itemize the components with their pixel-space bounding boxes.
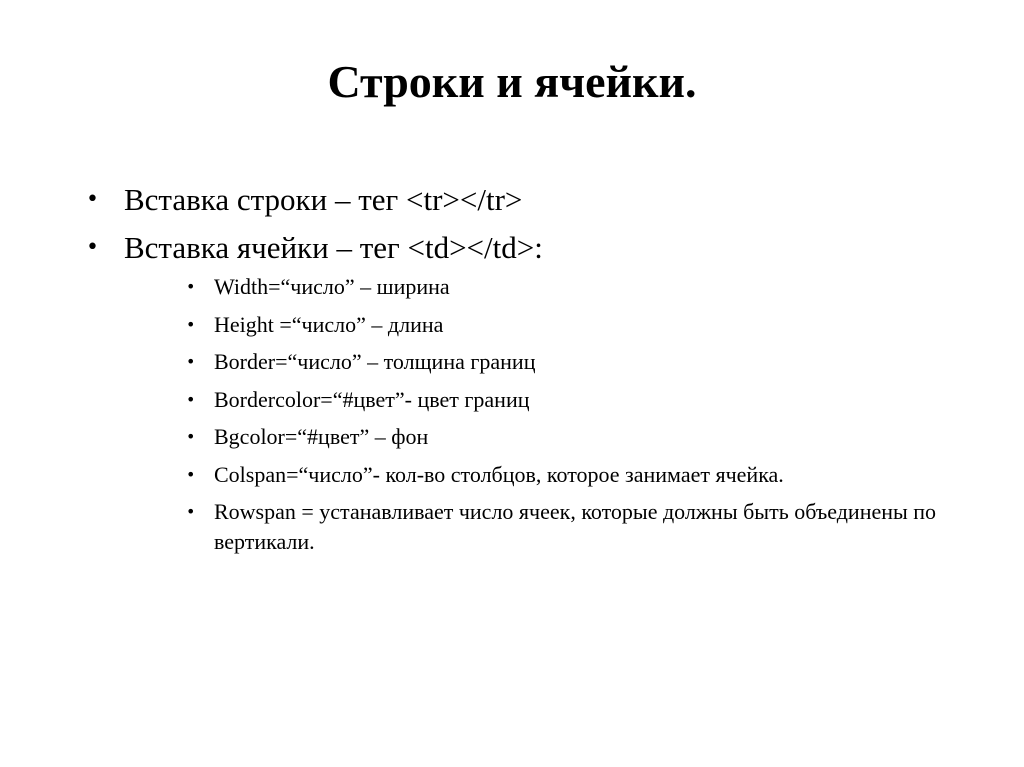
attr-item-width — [186, 272, 946, 302]
attr-text: Bordercolor=“#цвет”- цвет границ — [214, 386, 530, 412]
bullet-icon: • — [186, 427, 196, 446]
bullet-text: Вставка строки – тег <tr></tr> — [124, 182, 523, 217]
attr-text: Colspan=“число”- кол-во столбцов, которое занимает ячейка. — [214, 461, 784, 487]
attr-text: Border=“число” – толщина границ — [214, 349, 536, 374]
bullet-icon: • — [186, 277, 196, 296]
attr-text: Height =“число” – длина — [214, 311, 444, 337]
main-bullet-list — [86, 176, 966, 272]
slide-title: Строки и ячейки. — [327, 56, 697, 107]
attr-item-rowspan — [186, 497, 946, 557]
bullet-icon: • — [86, 187, 99, 212]
attr-text: Rowspan = устанавливает число ячеек, которые должны быть объединены по вертикали. — [214, 499, 937, 554]
bullet-icon: • — [86, 235, 99, 260]
bullet-text: Вставка ячейки – тег <td></td>: — [124, 230, 543, 265]
bullet-item-insert-cell — [86, 224, 966, 272]
attr-item-bordercolor — [186, 385, 946, 415]
attribute-bullet-list — [186, 272, 946, 565]
bullet-icon: • — [186, 464, 196, 484]
attr-item-border — [186, 347, 946, 377]
attr-item-colspan — [186, 460, 946, 490]
attr-item-bgcolor — [186, 422, 946, 452]
attr-text: Width=“число” – ширина — [214, 274, 450, 299]
attr-text: Bgcolor=“#цвет” – фон — [214, 424, 429, 449]
bullet-icon: • — [186, 389, 196, 409]
bullet-icon: • — [186, 352, 196, 371]
bullet-icon: • — [186, 502, 196, 521]
bullet-item-insert-row — [86, 176, 966, 224]
attr-item-height — [186, 310, 946, 340]
bullet-icon: • — [186, 314, 196, 334]
